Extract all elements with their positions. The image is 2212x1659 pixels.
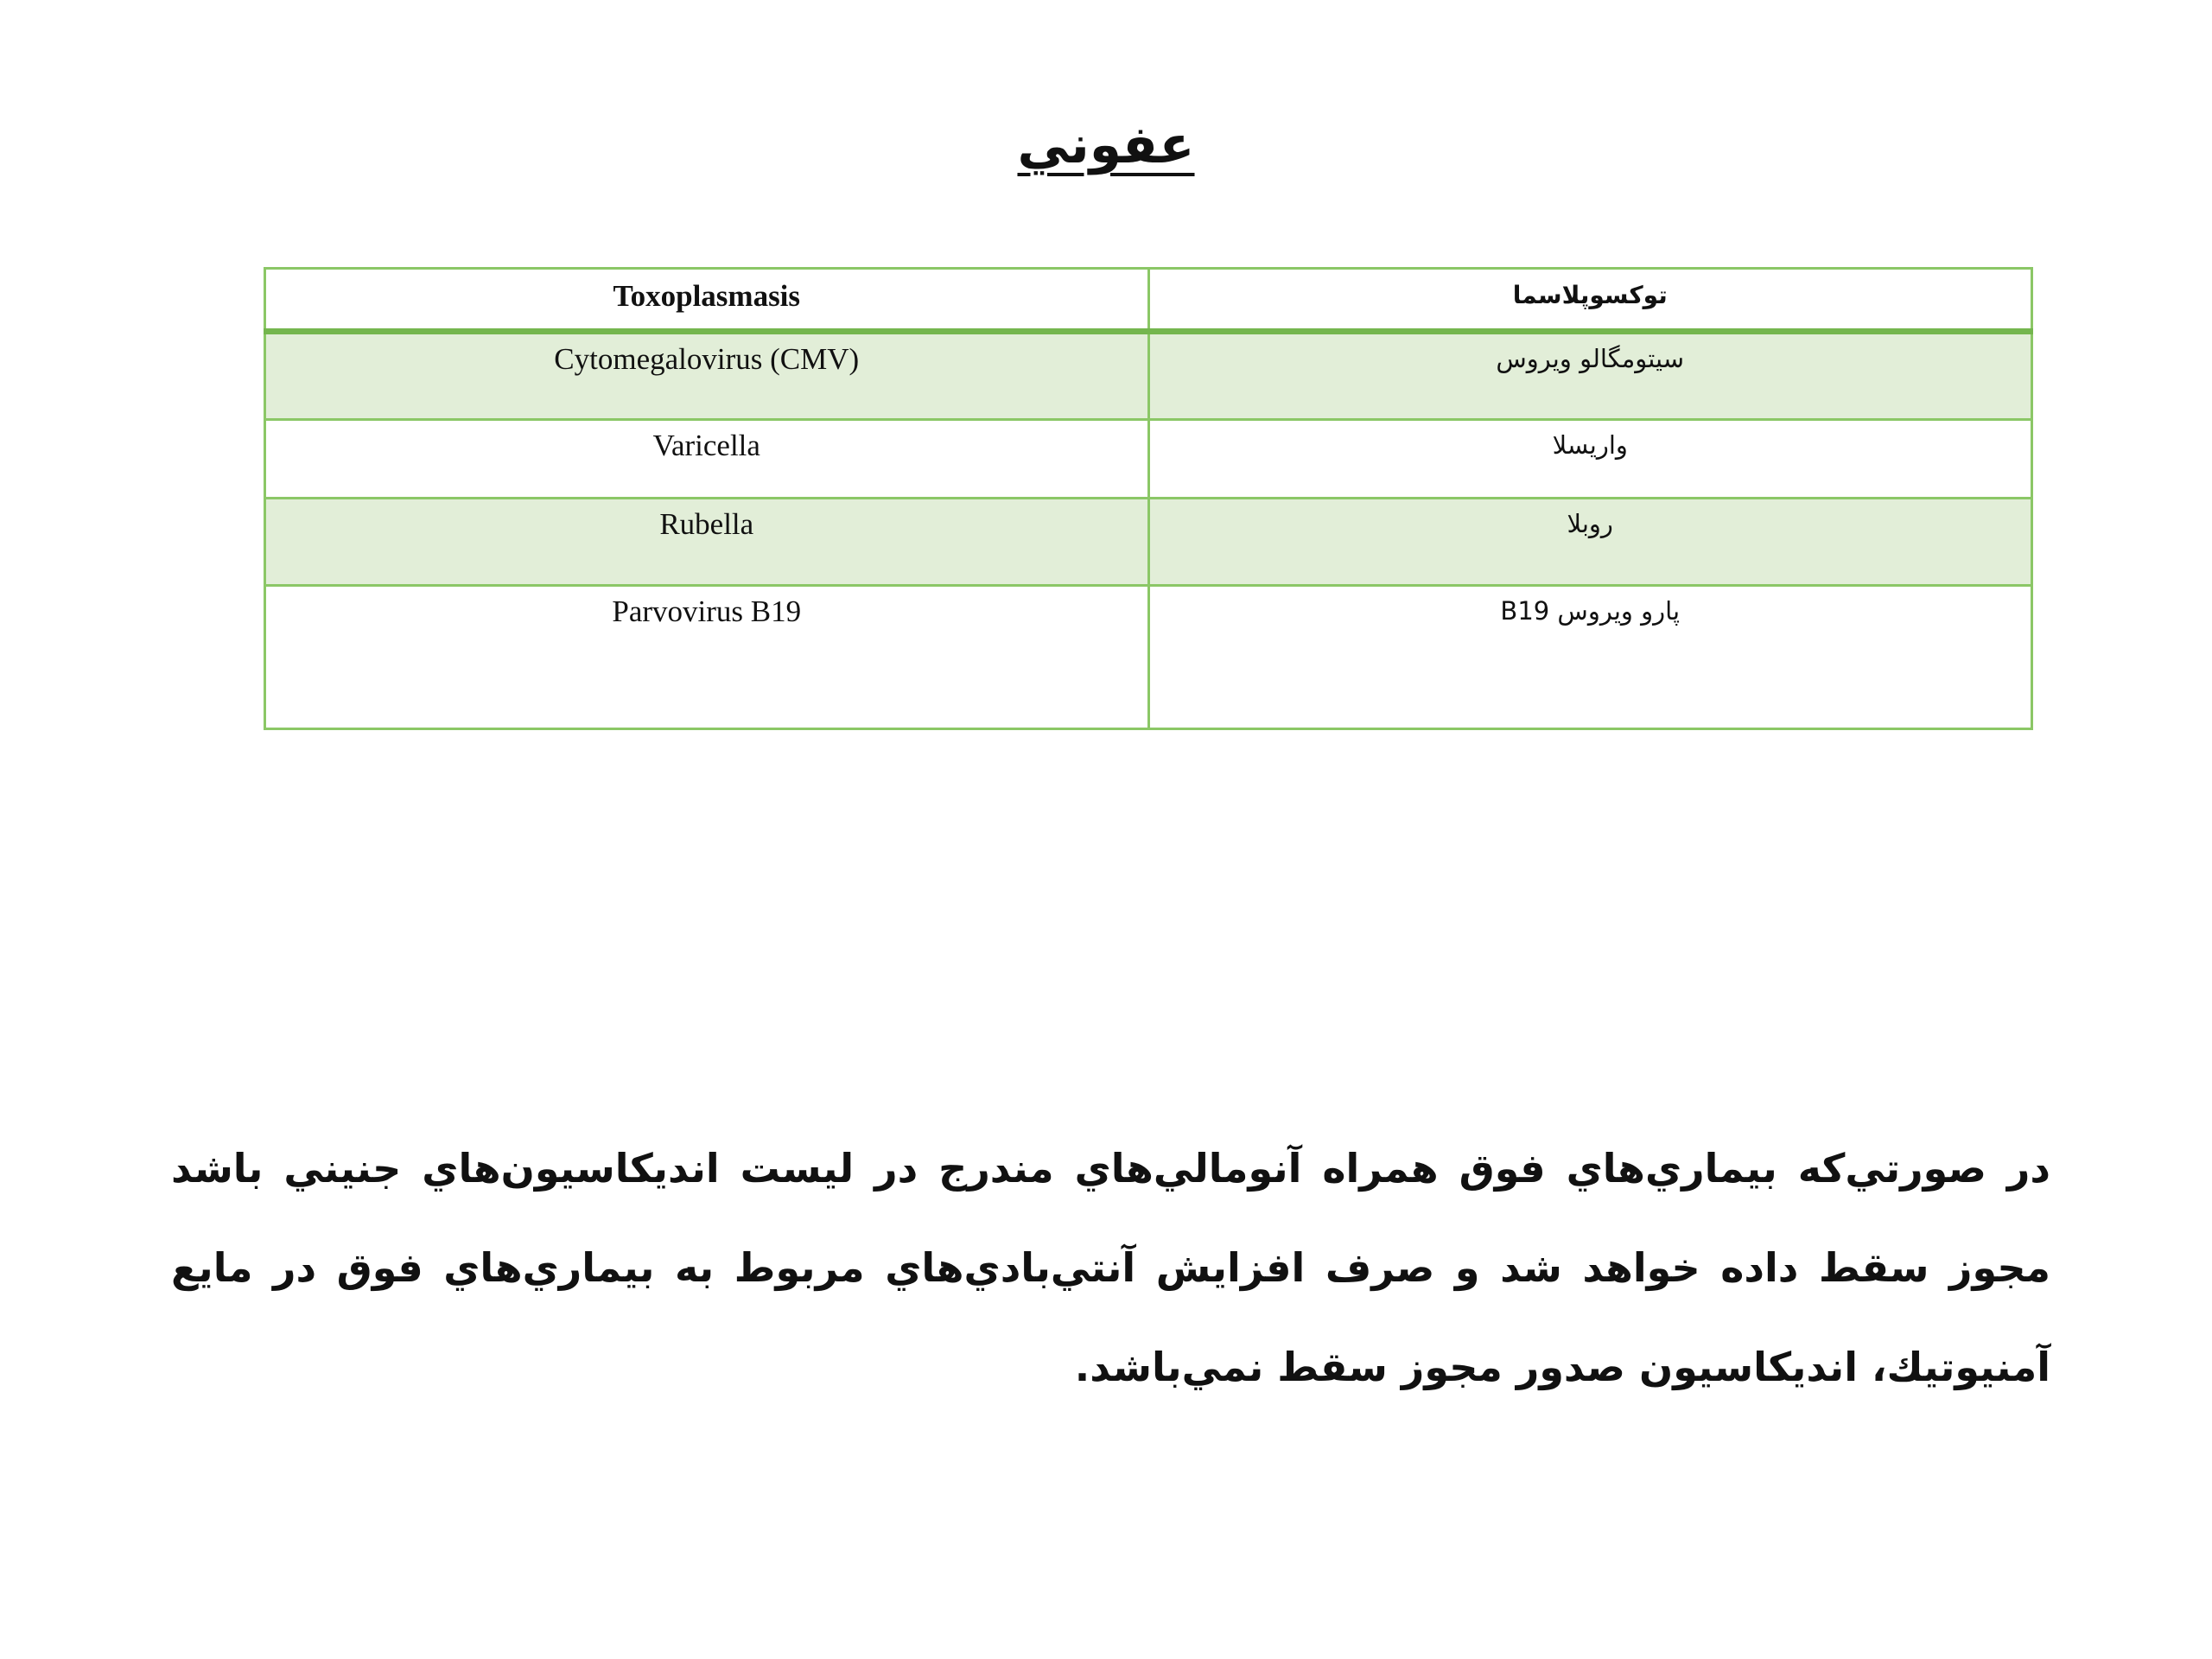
persian-column-cell (1148, 420, 2032, 499)
table-row (265, 332, 2032, 420)
disease-english-name: Parvovirus B19 (612, 594, 802, 628)
persian-column-cell (1148, 499, 2032, 586)
table-row (265, 420, 2032, 499)
persian-column-cell (1148, 332, 2032, 420)
abortion-permit-paragraph: در صورتي‌كه بيماري‌هاي فوق همراه آنومالي‌هاي مندرج در ليست انديكاسيون‌هاي جنيني باشد مجوز سقط داده خواهد شد و صرف افزايش آنتي‌بادي‌هاي مربوط به بيماري‌هاي فوق در مايع آمنيوتيك، انديكاسيون صدور مجوز سقط نمي‌باشد. (171, 1145, 2050, 1390)
disease-persian-name: سيتومگالو ويروس (1496, 344, 1685, 373)
header-persian-name: توکسوپلاسما (1512, 281, 1668, 309)
page-title: عفوني (1017, 115, 1195, 175)
persian-column-cell (1148, 586, 2032, 729)
table-row (265, 499, 2032, 586)
table-header-row (265, 269, 2032, 332)
disease-persian-name: واريسلا (1552, 430, 1628, 460)
infectious-diseases-table (264, 267, 2033, 730)
persian-column-cell (1148, 269, 2032, 332)
english-column-cell (265, 332, 1149, 420)
disease-english-name: Varicella (652, 429, 760, 462)
disease-persian-name: روبلا (1567, 509, 1613, 538)
table-row (265, 586, 2032, 729)
english-column-cell (265, 499, 1149, 586)
disease-persian-name: پارو ويروس B19 (1500, 596, 1681, 626)
header-english-name: Toxoplasmasis (613, 279, 801, 313)
disease-english-name: Rubella (659, 507, 754, 541)
english-column-cell (265, 420, 1149, 499)
disease-english-name: Cytomegalovirus (CMV) (554, 342, 860, 376)
english-column-cell (265, 269, 1149, 332)
english-column-cell (265, 586, 1149, 729)
